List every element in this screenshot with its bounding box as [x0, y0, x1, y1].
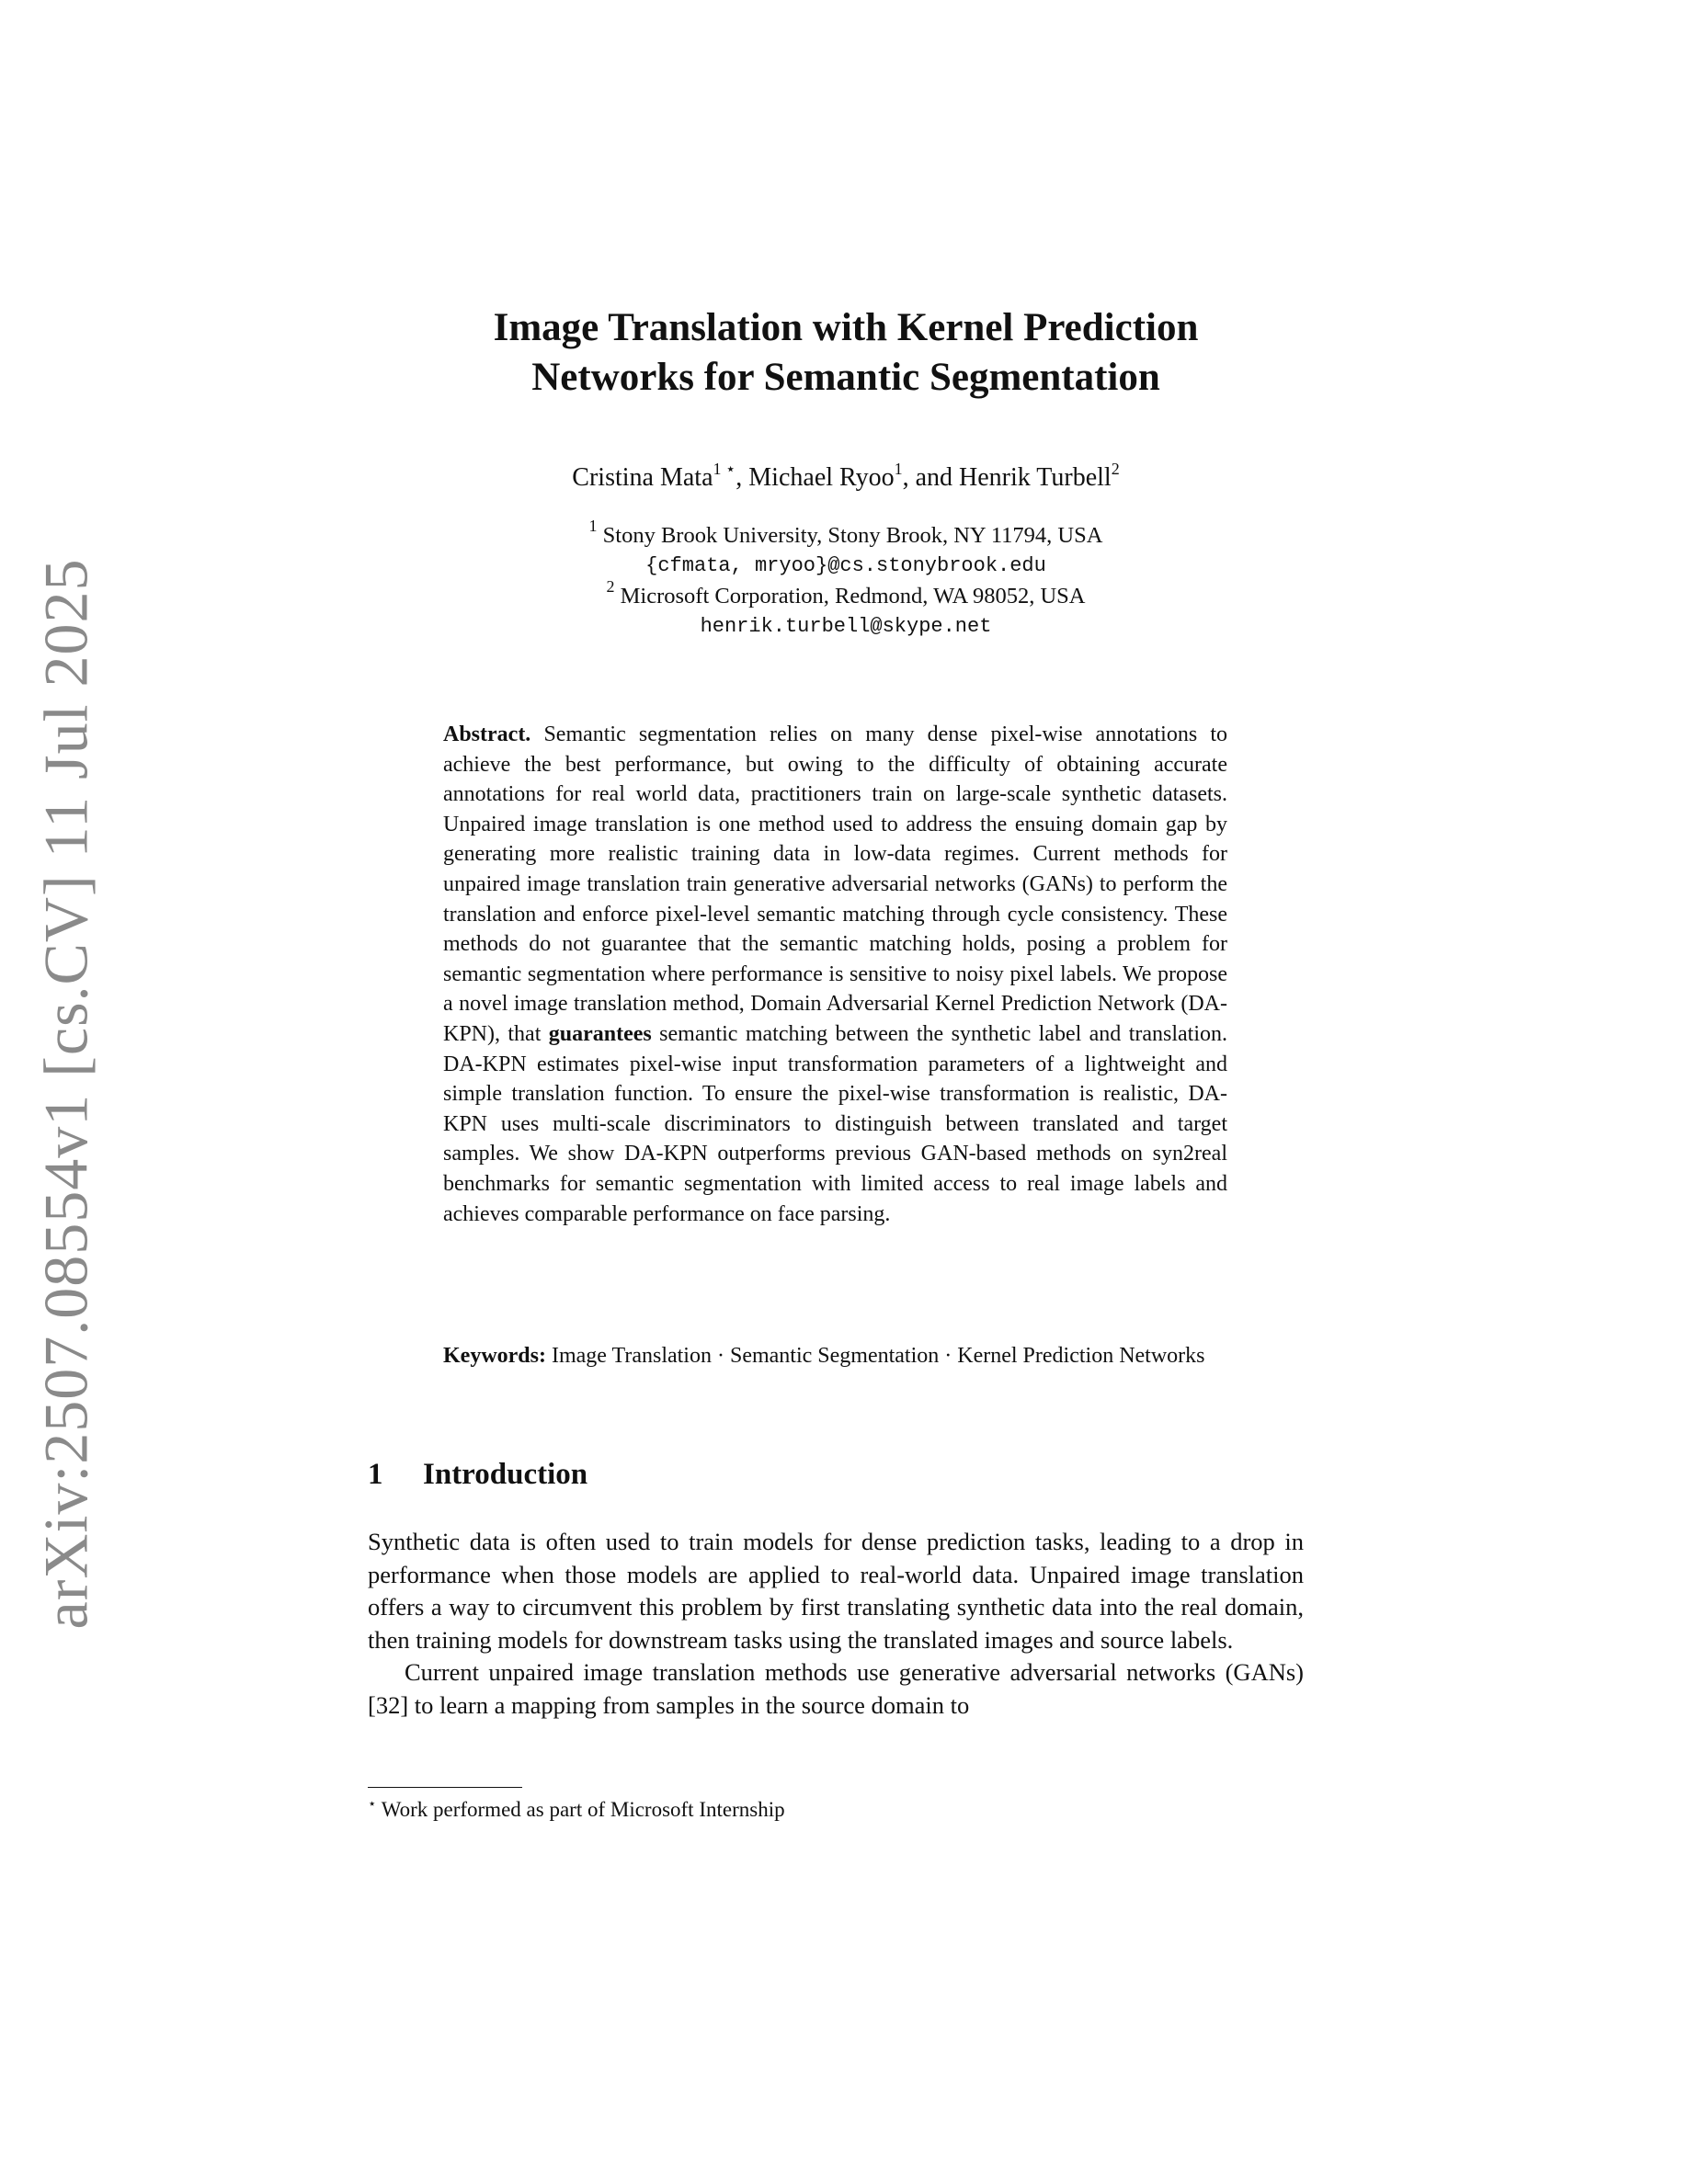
arxiv-identifier-stamp: arXiv:2507.08554v1 [cs.CV] 11 Jul 2025	[30, 558, 101, 1630]
affiliation-1	[368, 517, 1324, 551]
title-line-2: Networks for Semantic Segmentation	[531, 356, 1160, 399]
keywords	[443, 1341, 1227, 1371]
affiliations	[368, 517, 1324, 642]
affiliation-number: 1	[588, 517, 598, 535]
affiliation-mark: 1	[713, 460, 722, 478]
affiliation-1-email[interactable]: {cfmata, mryoo}@cs.stonybrook.edu	[645, 554, 1046, 577]
abstract	[443, 720, 1227, 1229]
keywords-text: Image Translation · Semantic Segmentation · Kernel Prediction Networks	[545, 1344, 1205, 1368]
author-name: , Michael Ryoo	[736, 463, 895, 492]
introduction-body	[368, 1526, 1304, 1723]
affiliation-mark: 1	[894, 460, 903, 478]
section-title: Introduction	[423, 1458, 588, 1491]
affiliation-mark: 2	[1111, 460, 1120, 478]
abstract-text-continued: semantic matching between the synthetic label and translation. DA-KPN estimates pixel-wise input transformation parameters of a lightweight and simple translation function. To ensure the pixel-wise transformation is realistic, DA-KPN uses multi-scale discriminators to distinguish between translated and target samples. We show DA-KPN outperforms previous GAN-based methods on syn2real benchmarks for semantic segmentation with limited access to real image labels and achieves comparable performance on face parsing.	[443, 1021, 1228, 1226]
paragraph: Current unpaired image translation methods use generative adversarial networks (GANs) [32] to learn a mapping from samples in the source domain to	[368, 1658, 1304, 1719]
paragraph: Synthetic data is often used to train models for dense prediction tasks, leading to a drop in performance when those models are applied to real-world data. Unpaired image translation offers a way to circumvent this problem by first translating synthetic data into the real domain, then training models for downstream tasks using the translated images and source labels.	[368, 1528, 1304, 1654]
footnote-star-mark: ⋆	[721, 460, 736, 478]
affiliation-text: Microsoft Corporation, Redmond, WA 98052, USA	[614, 584, 1086, 609]
abstract-emphasis: guarantees	[548, 1021, 652, 1046]
affiliation-2-email[interactable]: henrik.turbell@skype.net	[700, 615, 992, 638]
abstract-label: Abstract.	[443, 722, 531, 746]
author-list	[368, 462, 1324, 494]
section-number: 1	[368, 1458, 383, 1491]
abstract-text: Semantic segmentation relies on many dense pixel-wise annotations to achieve the best performance, but owing to the difficulty of obtaining accurate annotations for real world data, practitioners train on large-scale synthetic datasets. Unpaired image translation is one method used to address the ensuing domain gap by generating more realistic training data in low-data regimes. Current methods for unpaired image translation train generative adversarial networks (GANs) to perform the translation and enforce pixel-level semantic matching through cycle consistency. These methods do not guarantee that the semantic matching holds, posing a problem for semantic segmentation where performance is sensitive to noisy pixel labels. We propose a novel image translation method, Domain Adversarial Kernel Prediction Network (DA-KPN), that	[443, 722, 1227, 1046]
affiliation-2	[368, 577, 1324, 611]
author-name: Cristina Mata	[572, 463, 713, 492]
footnote-rule	[368, 1787, 522, 1788]
footnote-text: Work performed as part of Microsoft Internship	[376, 1798, 785, 1821]
footnote	[368, 1796, 785, 1824]
affiliation-number: 2	[606, 577, 615, 596]
affiliation-text: Stony Brook University, Stony Brook, NY 11794, USA	[597, 523, 1103, 548]
author-name: , and Henrik Turbell	[902, 463, 1112, 492]
title-line-1: Image Translation with Kernel Prediction	[493, 306, 1199, 349]
section-heading-introduction	[368, 1456, 587, 1493]
paper-title	[368, 303, 1324, 403]
footnote-mark: ⋆	[368, 1797, 377, 1812]
keywords-label: Keywords:	[443, 1344, 546, 1368]
